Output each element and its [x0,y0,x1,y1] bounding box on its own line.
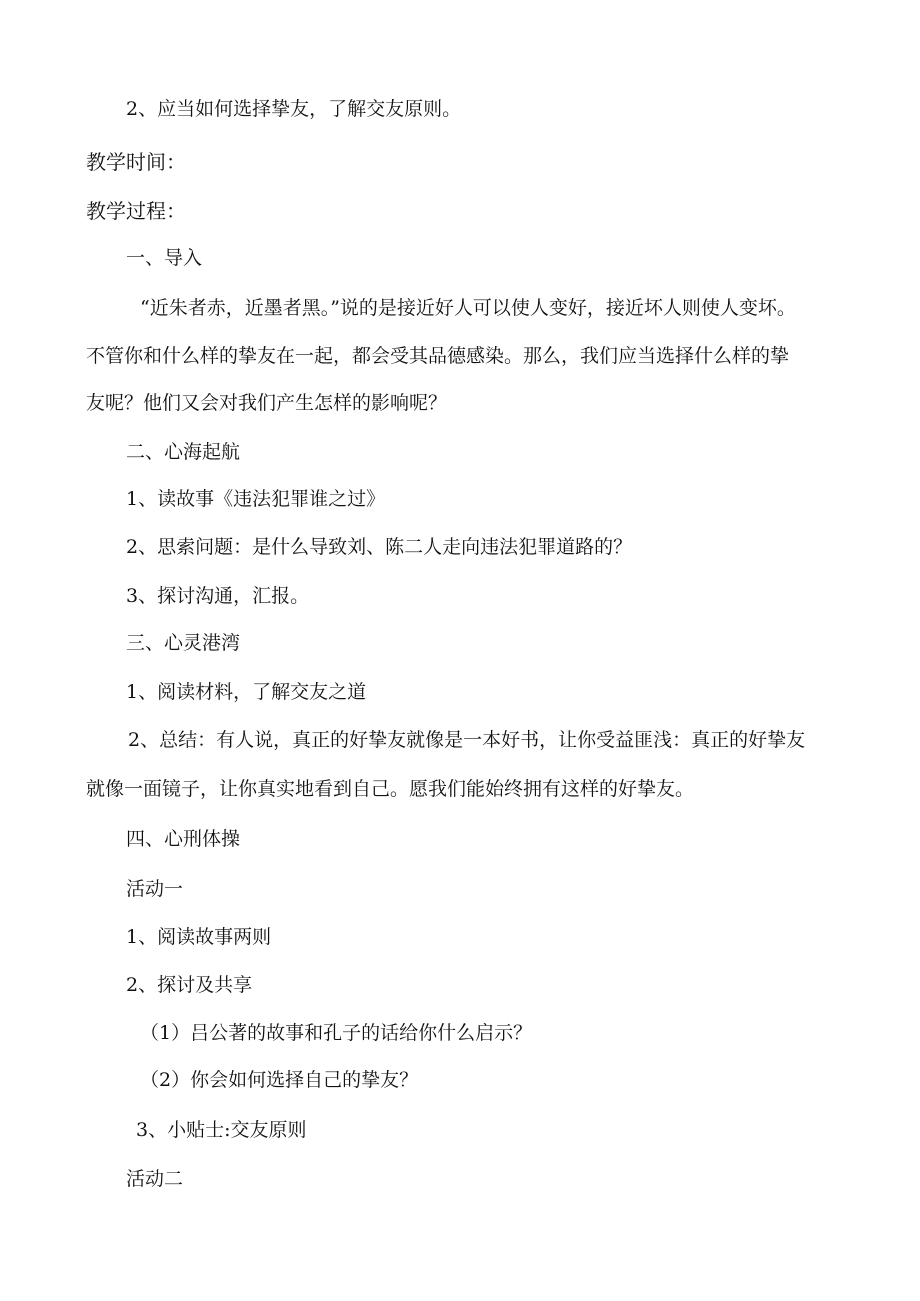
question2: （2）你会如何选择自己的挚友？ [140,1069,419,1091]
section4-title: 四、心刑体操 [126,828,241,850]
section3-item2-line1: 2、总结：有人说，真正的好挚友就像是一本好书，让你受益匪浅：真正的好挚友 [128,729,806,751]
section2-item2: 2、思索问题：是什么导致刘、陈二人走向违法犯罪道路的？ [126,536,633,558]
section3-item1: 1、阅读材料，了解交友之道 [126,681,367,703]
section4-item3: 3、小贴士:交友原则 [136,1119,307,1141]
section1-title: 一、导入 [126,247,203,269]
section4-item2: 2、探讨及共享 [126,974,253,996]
section2-item3: 3、探讨沟通，汇报。 [126,585,310,607]
section1-paragraph-line3: 友呢？他们又会对我们产生怎样的影响呢？ [86,392,448,414]
section4-item1: 1、阅读故事两则 [126,926,272,948]
question1: （1）吕公著的故事和孔子的话给你什么启示？ [140,1022,533,1044]
teaching-time-heading: 教学时间： [86,150,186,174]
activity1-label: 活动一 [126,878,184,900]
section3-title: 三、心灵港湾 [126,632,241,654]
section2-title: 二、心海起航 [126,441,241,463]
intro-item: 2、应当如何选择挚友，了解交友原则。 [126,98,462,120]
activity2-label: 活动二 [126,1168,184,1190]
section3-item2-line2: 就像一面镜子，让你真实地看到自己。愿我们能始终拥有这样的好挚友。 [86,778,695,800]
section1-paragraph-line2: 不管你和什么样的挚友在一起，都会受其品德感染。那么，我们应当选择什么样的挚 [86,345,790,367]
section1-paragraph-line1: “近朱者赤，近墨者黑。”说的是接近好人可以使人变好，接近坏人则使人变坏。 [140,297,796,319]
section2-item1: 1、读故事《违法犯罪谁之过》 [126,488,386,510]
teaching-process-heading: 教学过程： [86,199,186,223]
